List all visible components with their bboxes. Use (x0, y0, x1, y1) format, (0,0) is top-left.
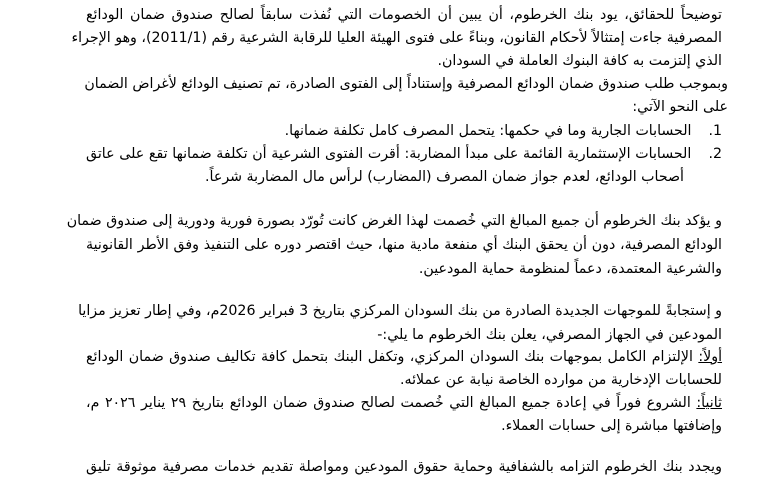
list-item-text: الحسابات الإستثمارية القائمة على مبدأ المضاربة: أقرت الفتوى الشرعية أن تكلفة ضمانها تقع على عاتق (86, 146, 692, 162)
clause-second-continued: وإضافتها مباشرة إلى حسابات العملاء. (501, 418, 722, 434)
closing-paragraph-line-1: ويجدد بنك الخرطوم التزامه بالشفافية وحماية حقوق المودعين ومواصلة تقديم خدمات مصرفية موثوقة تليق (86, 459, 722, 475)
paragraph-3-line-3: والشرعية المعتمدة، دعماً لمنظومة حماية المودعين. (418, 261, 722, 277)
clause-first-continued: للحسابات الإدخارية من موارده الخاصة نيابة عن عملائه. (399, 372, 722, 388)
paragraph-4-line-1: و إستجابةً للموجهات الجديدة الصادرة من بنك السودان المركزي بتاريخ 3 فبراير 2026م، وفي إطار تعزيز مزايا (78, 303, 722, 319)
paragraph-1-line-3: الذي إلتزمت به كافة البنوك العاملة في السودان. (437, 53, 722, 69)
list-number: 1. (708, 123, 722, 139)
clause-first-text: الإلتزام الكامل بموجهات بنك السودان المركزي، وتكفل البنك بتحمل كافة تكاليف صندوق ضمان الودائع (86, 349, 693, 365)
paragraph-1-line-1: توضيحاً للحقائق، يود بنك الخرطوم، أن يبين أن الخصومات التي نُفذت سابقاً لصالح صندوق ضمان الودائع (86, 7, 722, 23)
list-item-1 (86, 120, 722, 142)
clause-second-text: الشروع فوراً في إعادة جميع المبالغ التي خُصمت لصالح صندوق ضمان الودائع بتاريخ ٢٩ يناير ٢٠٢٦ م، (86, 395, 691, 411)
paragraph-3-line-1: و يؤكد بنك الخرطوم أن جميع المبالغ التي خُصمت لهذا الغرض كانت تُورّد بصورة فورية ودورية إلى صندوق ضمان (66, 213, 722, 229)
paragraph-2-line-2: على النحو الآتي: (632, 99, 728, 115)
clause-second-label: ثانياً: (696, 395, 722, 411)
list-item-2-continued: أصحاب الودائع، لعدم جواز ضمان المصرف (المضارب) لرأس مال المضاربة شرعاً. (205, 169, 684, 185)
clause-second (86, 392, 722, 414)
clause-first (86, 346, 722, 368)
paragraph-3-line-2: الودائع المصرفية، دون أن يحقق البنك أي منفعة مادية منها، حيث اقتصر دوره على التنفيذ وفق الأطر القانونية (86, 237, 722, 253)
list-item-2 (86, 143, 722, 165)
list-number: 2. (708, 146, 723, 162)
clause-first-label: أولاً: (698, 349, 723, 365)
paragraph-4-line-2: المودعين في الجهاز المصرفي، يعلن بنك الخرطوم ما يلي:- (377, 327, 722, 343)
paragraph-1-line-2: المصرفية جاءت إمتثالاً لأحكام القانون، وبناءً على فتوى الهيئة العليا للرقابة الشرعية رقم (2011/1)، وهو الإجراء (71, 30, 722, 46)
paragraph-2-line-1: وبموجب طلب صندوق ضمان الودائع المصرفية وإستناداً إلى الفتوى الصادرة، تم تصنيف الودائع لأغراض الضمان (84, 76, 728, 92)
list-item-text: الحسابات الجارية وما في حكمها: يتحمل المصرف كامل تكلفة ضمانها. (284, 123, 692, 139)
